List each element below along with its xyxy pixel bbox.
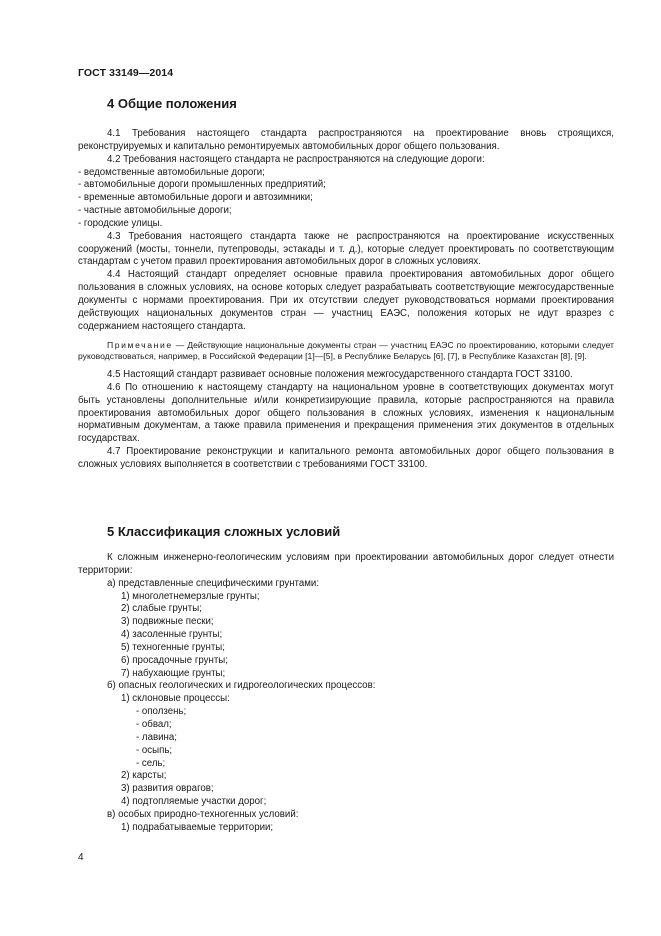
list-item: - частные автомобильные дороги; xyxy=(78,205,232,217)
list-item: - автомобильные дороги промышленных предприятий; xyxy=(78,179,326,191)
list-item: - обвал; xyxy=(136,718,172,730)
list-item-a: а) представленные специфическими грунтами: xyxy=(107,577,320,589)
list-item: 1) склоновые процессы: xyxy=(121,693,230,705)
list-item: 1) многолетнемерзлые грунты; xyxy=(121,590,260,602)
page-number: 4 xyxy=(78,852,84,863)
list-item: 4) засоленные грунты; xyxy=(121,629,223,641)
paragraph-4-4: 4.4 Настоящий стандарт определяет основные правила проектирования автомобильных дорог общего пользования в сложных условиях, на основе которых следует разрабатывать соответствующие межгосударственные документы с нормами проектирования. При их отсутствии следует руководствоваться нормами проектирования действующих национальных документов стран — участниц ЕАЭС, положения которых не идут вразрез с содержанием настоящего стандарта. xyxy=(78,269,614,332)
list-item: - временные автомобильные дороги и автозимники; xyxy=(78,192,313,204)
list-item: 2) карсты; xyxy=(121,770,167,782)
list-item: 5) техногенные грунты; xyxy=(121,641,225,653)
note-label: Примечание xyxy=(107,339,173,350)
list-item: - ведомственные автомобильные дороги; xyxy=(78,166,265,178)
section-5-body xyxy=(78,552,614,835)
section-5-intro: К сложным инженерно-геологическим условиям при проектировании автомобильных дорог следует отнести территории: xyxy=(78,552,614,576)
list-item: 1) подрабатываемые территории; xyxy=(121,821,274,833)
list-item-b: б) опасных геологических и гидрогеологических процессов: xyxy=(107,680,376,692)
note-text: — Действующие национальные документы стран — участниц ЕАЭС по проектированию, которыми следует руководствоваться, например, в Российской Федерации [1]—[5], в Республике Беларусь [6], [7], в Республике Казахстан [8], [9]. xyxy=(78,339,614,362)
list-item: 6) просадочные грунты; xyxy=(121,654,228,666)
document-code: ГОСТ 33149—2014 xyxy=(78,67,174,79)
paragraph-4-1: 4.1 Требования настоящего стандарта распространяются на проектирование вновь строящихся, реконструируемых и капитально ремонтируемых автомобильных дорог общего пользования. xyxy=(78,128,614,152)
paragraph-4-3: 4.3 Требования настоящего стандарта также не распространяются на проектирование искусственных сооружений (мосты, тоннели, путепроводы, эстакады и т. д.), которые следует проектировать по соответствующим стандартам с учетом правил проектирования автомобильных дорог в сложных условиях. xyxy=(78,230,614,268)
section-5-title: 5 Классификация сложных условий xyxy=(107,524,341,539)
list-item: - осыпь; xyxy=(136,744,173,756)
list-item: - сель; xyxy=(136,757,166,769)
list-item: - оползень; xyxy=(136,706,187,718)
paragraph-4-5: 4.5 Настоящий стандарт развивает основные положения межгосударственного стандарта ГОСТ 33100. xyxy=(107,369,573,381)
section-4-body xyxy=(78,128,614,472)
paragraph-4-6: 4.6 По отношению к настоящему стандарту на национальном уровне в соответствующих документах могут быть установлены дополнительные и/или конкретизирующие правила, которые распространяются на правила проектирования автомобильных дорог общего пользования в сложных условиях, изменения к национальным нормативным документам, а также правила применения и прекращения применения этих документов в отдельных государствах. xyxy=(78,381,614,445)
paragraph-4-7: 4.7 Проектирование реконструкции и капитального ремонта автомобильных дорог общего пользования в сложных условиях выполняется в соответствии с требованиями ГОСТ 33100. xyxy=(78,446,614,470)
list-item: 3) развития оврагов; xyxy=(121,783,214,795)
list-item: - лавина; xyxy=(136,731,177,743)
paragraph-4-2: 4.2 Требования настоящего стандарта не распространяются на следующие дороги: xyxy=(107,153,485,165)
list-item-v: в) особых природно-техногенных условий: xyxy=(107,808,299,820)
section-4-title: 4 Общие положения xyxy=(107,96,237,111)
list-item: 7) набухающие грунты; xyxy=(121,667,226,679)
list-item: 2) слабые грунты; xyxy=(121,603,202,615)
note xyxy=(78,340,614,364)
list-item: 3) подвижные пески; xyxy=(121,616,214,628)
list-item: 4) подтопляемые участки дорог; xyxy=(121,796,267,808)
list-item: - городские улицы. xyxy=(78,217,163,229)
